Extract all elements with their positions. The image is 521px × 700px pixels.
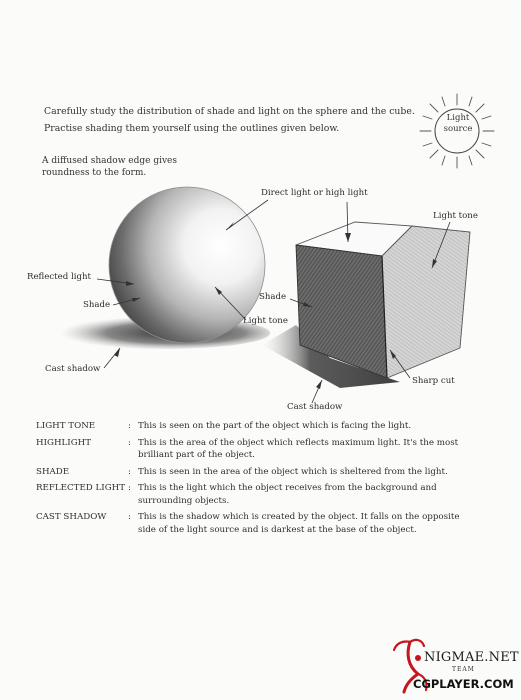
label-sharp-cut: Sharp cut: [412, 376, 455, 386]
label-reflected-light: Reflected light: [27, 272, 91, 282]
label-cast-shadow-cube: Cast shadow: [287, 402, 343, 412]
label-cast-shadow-sphere: Cast shadow: [45, 364, 101, 374]
intro-line-2: Practise shading them yourself using the outlines given below.: [44, 123, 340, 134]
definition-row: SHADE : This is seen in the area of the object which is sheltered from the light.: [36, 466, 476, 479]
definitions-list: [36, 420, 476, 540]
sphere: [109, 187, 265, 343]
label-shade-cube: Shade: [259, 292, 287, 302]
definition-row: HIGHLIGHT : This is the area of the object which reflects maximum light. It's the most brilliant part of the object.: [36, 437, 476, 462]
definition-desc: This is the area of the object which reflects maximum light. It's the most brilliant part of the object.: [138, 437, 459, 460]
definition-desc: This is seen in the area of the object which is sheltered from the light.: [138, 466, 448, 477]
logo-url: CGPLAYER.COM: [413, 677, 514, 691]
label-shade-sphere: Shade: [83, 300, 111, 310]
definition-desc: This is the shadow which is created by the object. It falls on the opposite side of the light source and is darkest at the base of the object.: [138, 512, 460, 535]
definition-term: LIGHT TONE: [36, 421, 96, 431]
definition-desc: This is seen on the part of the object which is facing the light.: [138, 421, 412, 431]
label-light-tone-cube: Light tone: [433, 211, 478, 221]
logo-team: TEAM: [452, 666, 475, 673]
label-direct-light: Direct light or high light: [261, 188, 368, 198]
definition-desc: This is the light which the object receives from the background and surrounding objects.: [138, 483, 437, 506]
definition-term: HIGHLIGHT: [36, 437, 92, 448]
intro-text: [44, 103, 415, 137]
definition-term: SHADE: [36, 466, 70, 477]
definition-row: LIGHT TONE : This is seen on the part of the object which is facing the light.: [36, 420, 476, 433]
definition-term: CAST SHADOW: [36, 512, 107, 522]
label-light-tone-sphere: Light tone: [243, 316, 288, 326]
intro-line-1: Carefully study the distribution of shade and light on the sphere and the cube.: [44, 106, 415, 117]
logo-name: NIGMAE.NET: [424, 650, 519, 665]
diffused-shadow-note: A diffused shadow edge gives roundness to the form.: [42, 156, 177, 178]
definition-row: REFLECTED LIGHT : This is the light which the object receives from the background and surrounding objects.: [36, 482, 476, 507]
definition-row: CAST SHADOW : This is the shadow which is created by the object. It falls on the opposite side of the light source and is darkest at the base of the object.: [36, 511, 476, 536]
definition-term: REFLECTED LIGHT: [36, 483, 126, 493]
light-source-label: Light source: [443, 113, 473, 134]
